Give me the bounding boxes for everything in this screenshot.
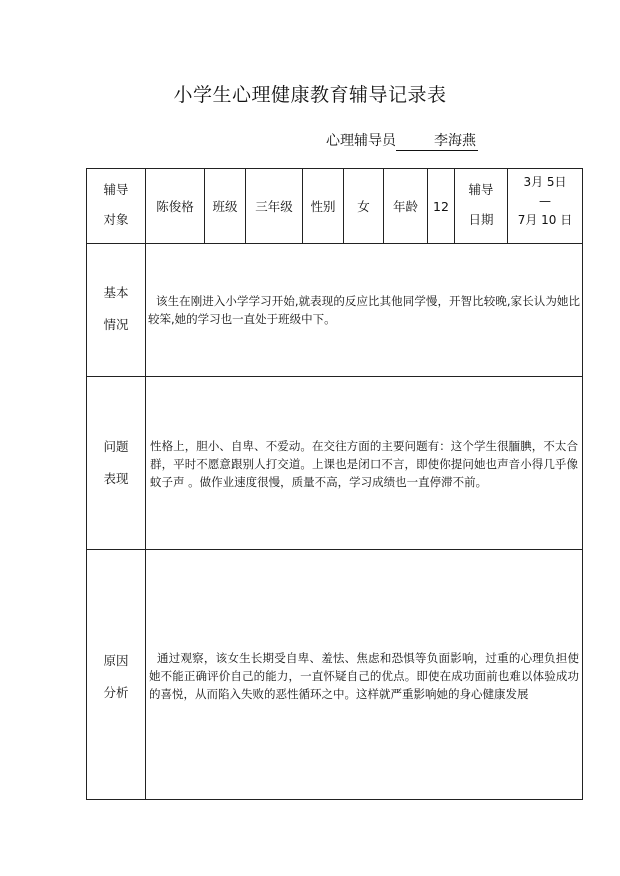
age-label: 年龄 — [392, 199, 418, 214]
date-end: 7月 10 日 — [517, 213, 573, 227]
cause-label-line1: 原因 — [103, 653, 129, 668]
gender-label: 性别 — [310, 199, 336, 214]
basic-label — [87, 277, 145, 341]
date-separator: — — [539, 194, 551, 208]
date-range — [508, 169, 582, 243]
date-start: 3月 5日 — [523, 175, 567, 189]
class-value: 三年级 — [255, 199, 293, 214]
counselor-name: 李海燕 — [396, 130, 478, 151]
target-label — [87, 175, 145, 235]
problem-label — [87, 431, 145, 495]
gender-value: 女 — [357, 199, 370, 214]
student-name: 陈俊格 — [156, 199, 194, 214]
target-label-line1: 辅导 — [103, 182, 129, 197]
date-label — [455, 175, 507, 235]
cause-label-line2: 分析 — [103, 685, 129, 700]
class-label: 班级 — [212, 199, 238, 214]
cause-text: 通过观察，该女生长期受自卑、羞怯、焦虑和恐惧等负面影响，过重的心理负担使她不能正确评价自己的能力，一直怀疑自己的优点。即使在成功面前也难以体验成功的喜悦，从而陷入失败的恶性循环之中。这样就严重影响她的身心健康发展 — [149, 651, 579, 701]
target-label-line2: 对象 — [103, 212, 129, 227]
basic-label-line2: 情况 — [103, 317, 129, 332]
age-value: 12 — [433, 198, 449, 214]
date-label-line2: 日期 — [468, 212, 494, 227]
problem-label-line2: 表现 — [103, 471, 129, 486]
basic-label-line1: 基本 — [103, 285, 129, 300]
row-divider — [87, 243, 582, 244]
row-divider — [87, 549, 582, 550]
problem-label-line1: 问题 — [103, 439, 129, 454]
problem-text: 性格上，胆小、自卑、不爱动。在交往方面的主要问题有：这个学生很腼腆，不太合群，平时不愿意跟别人打交道。上课也是闭口不言，即使你提问她也声音小得几乎像蚊子声 。做作业速度很慢，质量不高，学习成绩也一直停滞不前。 — [150, 439, 578, 489]
counselor-label: 心理辅导员 — [326, 133, 396, 149]
page-title: 小学生心理健康教育辅导记录表 — [173, 84, 447, 106]
cause-label — [87, 645, 145, 709]
date-label-line1: 辅导 — [468, 182, 494, 197]
column-divider — [145, 169, 146, 799]
basic-text: 该生在刚进入小学学习开始,就表现的反应比其他同学慢，开智比较晚,家长认为她比较笨,她的学习也一直处于班级中下。 — [148, 294, 580, 326]
row-divider — [87, 376, 582, 377]
record-table — [86, 168, 583, 800]
counselor-line — [326, 130, 478, 151]
